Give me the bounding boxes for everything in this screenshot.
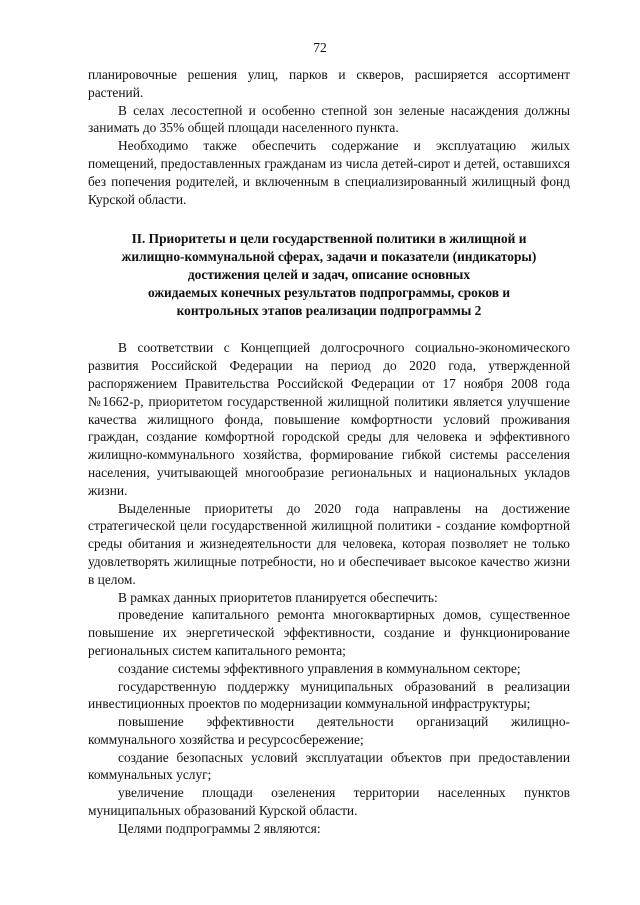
list-item: увеличение площади озеленения территории населенных пунктов муниципальных образований Курской области. <box>88 785 570 819</box>
paragraph: Целями подпрограммы 2 являются: <box>118 820 321 836</box>
heading-line: контрольных этапов реализации подпрограммы 2 <box>176 302 482 318</box>
paragraph: Выделенные приоритеты до 2020 года направлены на достижение стратегической цели государственной жилищной политики - создание комфортной среды обитания и жизнедеятельности для человека, которая позволяет не только удовлетворять жилищные потребности, но и обеспечивает высокое качество жизни в целом. <box>88 500 570 587</box>
list-item: создание системы эффективного управления в коммунальном секторе; <box>118 660 521 676</box>
list-item: проведение капитального ремонта многоквартирных домов, существенное повышение их энергетической эффективности, создание и функционирование региональных систем капитального ремонта; <box>88 607 570 658</box>
heading-line: II. Приоритеты и цели государственной политики в жилищной и <box>131 231 527 247</box>
document-body <box>88 66 570 838</box>
heading-line: ожидаемых конечных результатов подпрограммы, сроков и <box>147 284 511 300</box>
page-number: 72 <box>313 40 327 55</box>
heading-line: жилищно-коммунальной сферах, задачи и показатели (индикаторы) <box>121 249 537 265</box>
paragraph: В соответствии с Концепцией долгосрочного социально-экономического развития Российской Федерации на период до 2020 года, утвержденной распоряжением Правительства Российской Федерации от 17 ноября 2008 года №1662-р, приоритетом государственной жилищной политики является улучшение качества жилищного фонда, повышение комфортности условий проживания граждан, создание комфортной городской среды для человека и эффективного жилищно-коммунального хозяйства, формирование гибкой системы расселения населения, учитывающей многообразие региональных и национальных укладов жизни. <box>88 340 570 498</box>
paragraph: В селах лесостепной и особенно степной зон зеленые насаждения должны занимать до 35% общей площади населенного пункта. <box>88 102 570 136</box>
section-heading <box>88 230 570 319</box>
paragraph: Необходимо также обеспечить содержание и эксплуатацию жилых помещений, предоставленных гражданам из числа детей-сирот и детей, оставшихся без попечения родителей, и включенным в специализированный жилищный фонд Курской области. <box>88 138 570 207</box>
paragraph: В рамках данных приоритетов планируется обеспечить: <box>118 589 438 605</box>
heading-line: достижения целей и задач, описание основных <box>187 266 471 282</box>
list-item: повышение эффективности деятельности организаций жилищно-коммунального хозяйства и ресурсосбережение; <box>88 714 570 747</box>
paragraph: планировочные решения улиц, парков и скверов, расширяется ассортимент растений. <box>88 67 570 100</box>
list-item: государственную поддержку муниципальных образований в реализации инвестиционных проектов по модернизации коммунальной инфраструктуры; <box>88 678 570 712</box>
list-item: создание безопасных условий эксплуатации объектов при предоставлении коммунальных услуг; <box>88 749 570 783</box>
